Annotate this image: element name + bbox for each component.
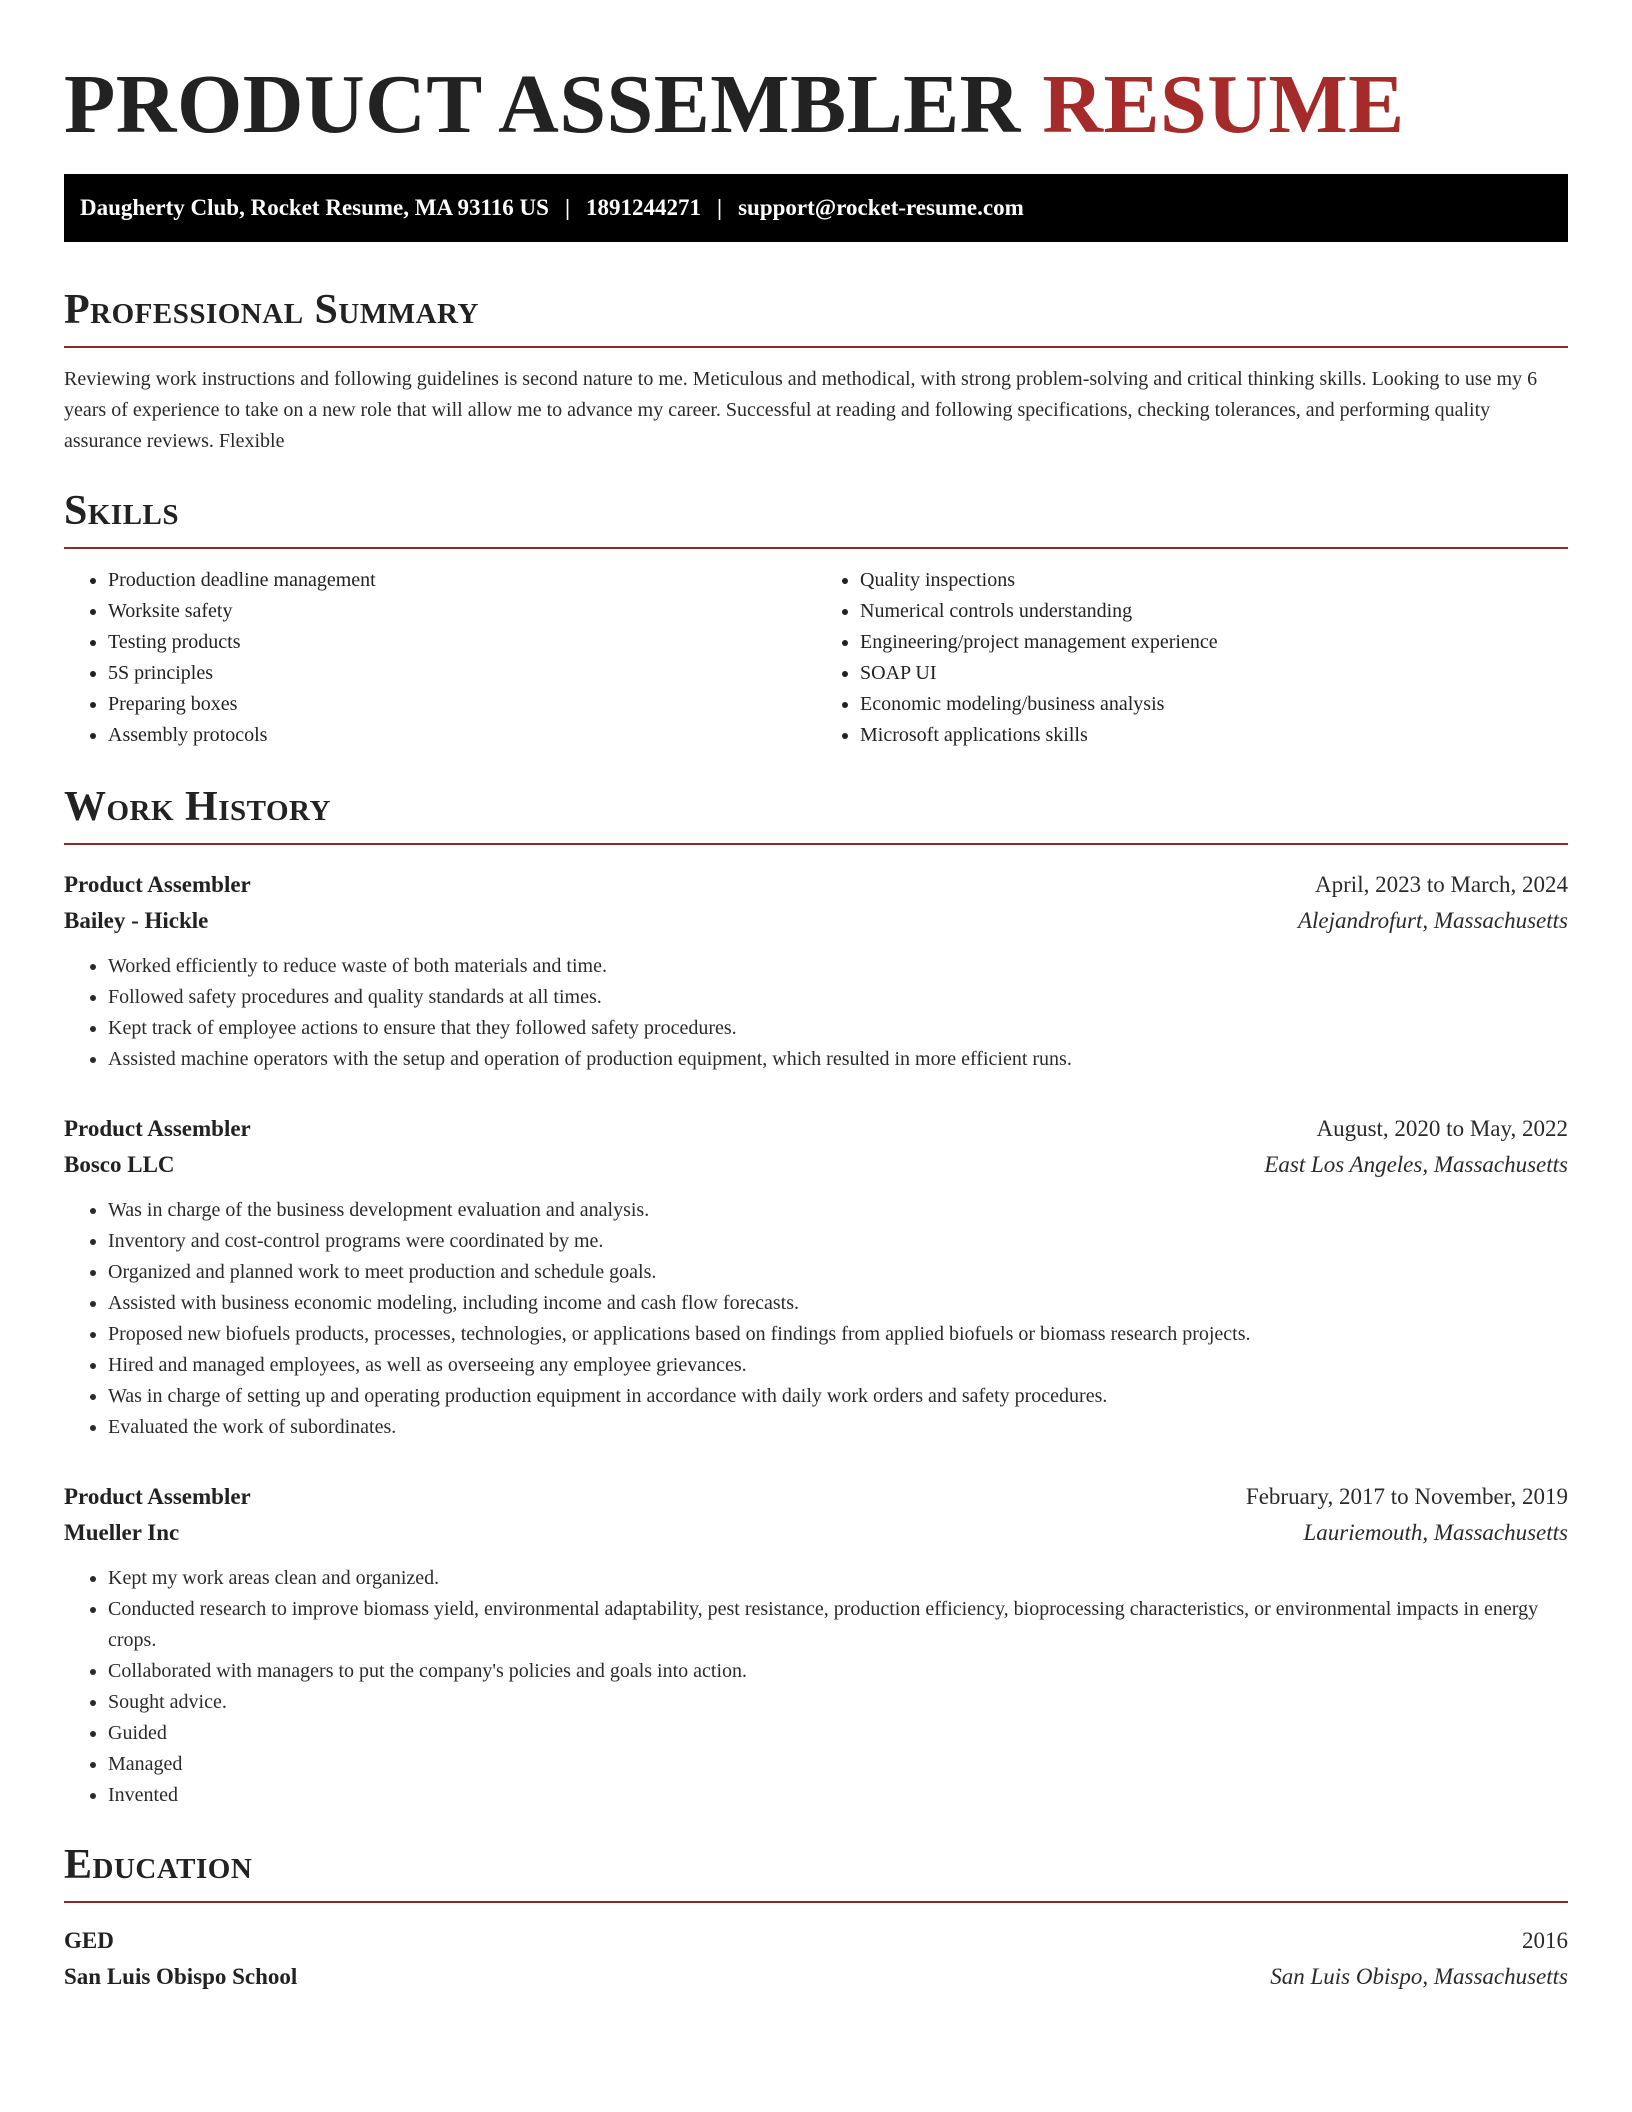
job-bullet: • Followed safety procedures and quality standards at all times. [108, 982, 1568, 1013]
education-heading: Education [64, 1841, 1568, 1903]
job-entry [64, 867, 1568, 1075]
title-main: PRODUCT ASSEMBLER [64, 58, 1021, 151]
skill-item: • Assembly protocols [108, 720, 816, 751]
job-company: Mueller Inc [64, 1520, 180, 1545]
job-company-row [64, 903, 1568, 939]
contact-separator: | [564, 195, 571, 220]
education-degree: GED [64, 1928, 114, 1953]
skill-item: • Testing products [108, 627, 816, 658]
job-location: Lauriemouth, Massachusetts [1303, 1520, 1568, 1545]
job-entry [64, 1479, 1568, 1811]
summary-section [64, 286, 1568, 457]
education-location: San Luis Obispo, Massachusetts [1270, 1964, 1568, 1989]
skill-item: • Engineering/project management experience [860, 627, 1568, 658]
skill-item: • Numerical controls understanding [860, 596, 1568, 627]
skills-column-left [64, 565, 816, 751]
skills-grid [64, 565, 1568, 751]
education-school: San Luis Obispo School [64, 1964, 298, 1989]
job-location: East Los Angeles, Massachusetts [1264, 1152, 1568, 1177]
job-bullet: • Evaluated the work of subordinates. [108, 1412, 1568, 1443]
job-bullet: • Organized and planned work to meet production and schedule goals. [108, 1257, 1568, 1288]
skill-item: • Preparing boxes [108, 689, 816, 720]
job-bullet: • Kept my work areas clean and organized. [108, 1563, 1568, 1594]
job-title: Product Assembler [64, 1116, 251, 1141]
skill-item: • Worksite safety [108, 596, 816, 627]
job-bullet: • Assisted machine operators with the setup and operation of production equipment, which resulted in more efficient runs. [108, 1044, 1568, 1075]
job-bullet: • Invented [108, 1780, 1568, 1811]
job-bullets [64, 951, 1568, 1075]
job-bullet: • Assisted with business economic modeling, including income and cash flow forecasts. [108, 1288, 1568, 1319]
skill-item: • SOAP UI [860, 658, 1568, 689]
job-bullet: • Conducted research to improve biomass yield, environmental adaptability, pest resistance, production efficiency, bioprocessing characteristics, or environmental impacts in energy crops. [108, 1594, 1568, 1656]
job-title: Product Assembler [64, 1484, 251, 1509]
job-bullets [64, 1195, 1568, 1443]
skill-item: • 5S principles [108, 658, 816, 689]
summary-heading: Professional Summary [64, 286, 1568, 348]
skill-item: • Microsoft applications skills [860, 720, 1568, 751]
contact-separator: | [717, 195, 723, 220]
resume-title [64, 0, 1568, 150]
work-history-section [64, 783, 1568, 1811]
job-title-row [64, 1479, 1568, 1515]
contact-email: support@rocket-resume.com [738, 195, 1024, 220]
job-bullet: • Was in charge of the business development evaluation and analysis. [108, 1195, 1568, 1226]
job-company: Bailey - Hickle [64, 908, 209, 933]
education-school-row [64, 1959, 1568, 1995]
job-bullet: • Guided [108, 1718, 1568, 1749]
education-entry [64, 1923, 1568, 1995]
job-company: Bosco LLC [64, 1152, 175, 1177]
job-entry [64, 1111, 1568, 1443]
skill-item: • Economic modeling/business analysis [860, 689, 1568, 720]
job-dates: August, 2020 to May, 2022 [1316, 1116, 1568, 1141]
contact-address: Daugherty Club, Rocket Resume, MA 93116 US [80, 195, 549, 220]
job-bullet: • Was in charge of setting up and operating production equipment in accordance with daily work orders and safety procedures. [108, 1381, 1568, 1412]
job-bullet: • Kept track of employee actions to ensure that they followed safety procedures. [108, 1013, 1568, 1044]
job-bullet: • Collaborated with managers to put the company's policies and goals into action. [108, 1656, 1568, 1687]
job-title-row [64, 867, 1568, 903]
title-accent: RESUME [1042, 58, 1405, 151]
job-dates: April, 2023 to March, 2024 [1315, 872, 1568, 897]
job-bullet: • Proposed new biofuels products, processes, technologies, or applications based on findings from applied biofuels or biomass research projects. [108, 1319, 1568, 1350]
education-degree-row [64, 1923, 1568, 1959]
summary-text: Reviewing work instructions and following guidelines is second nature to me. Meticulous and methodical, with strong problem-solving and critical thinking skills. Looking to use my 6 years of experience to take on a new role that will allow me to advance my career. Successful at reading and following specifications, checking tolerances, and performing quality assurance reviews. Flexible [64, 368, 1538, 452]
job-bullet: • Managed [108, 1749, 1568, 1780]
job-title: Product Assembler [64, 872, 251, 897]
education-year: 2016 [1522, 1928, 1568, 1953]
job-location: Alejandrofurt, Massachusetts [1297, 908, 1568, 933]
skills-section [64, 487, 1568, 751]
contact-bar [64, 174, 1568, 242]
job-bullets [64, 1563, 1568, 1811]
job-company-row [64, 1515, 1568, 1551]
job-dates: February, 2017 to November, 2019 [1245, 1484, 1568, 1509]
skills-heading: Skills [64, 487, 1568, 549]
job-title-row [64, 1111, 1568, 1147]
job-bullet: • Worked efficiently to reduce waste of both materials and time. [108, 951, 1568, 982]
job-bullet: • Inventory and cost-control programs were coordinated by me. [108, 1226, 1568, 1257]
education-section [64, 1841, 1568, 1995]
job-company-row [64, 1147, 1568, 1183]
contact-phone: 1891244271 [586, 195, 702, 220]
skills-column-right [816, 565, 1568, 751]
work-history-heading: Work History [64, 783, 1568, 845]
skill-item: • Quality inspections [860, 565, 1568, 596]
job-bullet: • Sought advice. [108, 1687, 1568, 1718]
job-bullet: • Hired and managed employees, as well as overseeing any employee grievances. [108, 1350, 1568, 1381]
skill-item: • Production deadline management [108, 565, 816, 596]
